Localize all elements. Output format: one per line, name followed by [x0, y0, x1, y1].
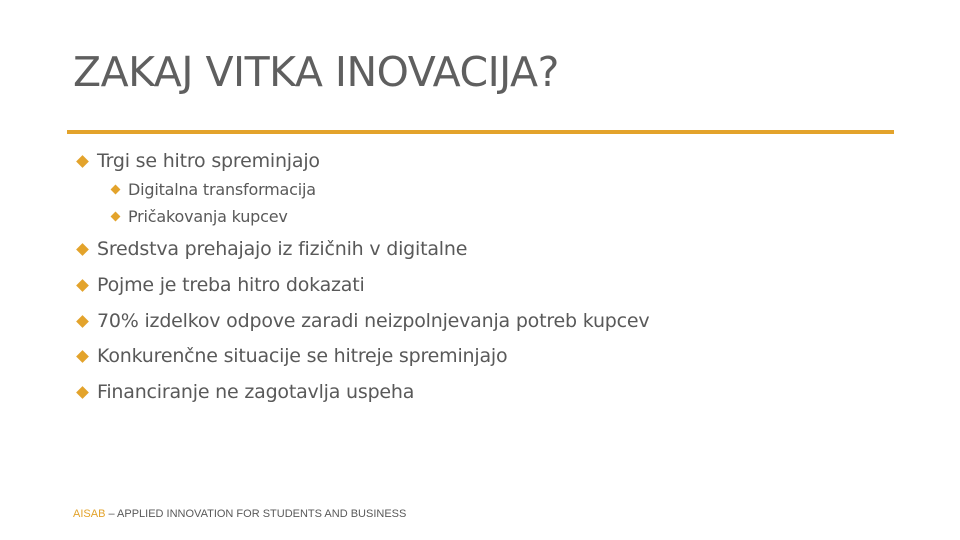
footer-text: APPLIED INNOVATION FOR STUDENTS AND BUSINESS: [117, 508, 407, 520]
bullet-item: [76, 345, 507, 367]
sub-bullet-item: [110, 180, 316, 199]
bullet-text: Pričakovanja kupcev: [128, 207, 288, 226]
bullet-text: Digitalna transformacija: [128, 180, 316, 199]
bullet-text: Sredstva prehajajo iz fizičnih v digitalne: [97, 238, 468, 260]
bullet-text: 70% izdelkov odpove zaradi neizpolnjevanja potreb kupcev: [97, 310, 650, 332]
bullet-item: [76, 381, 414, 403]
bullet-item: [76, 310, 649, 332]
diamond-bullet-icon: [76, 155, 89, 168]
bullet-item: [76, 238, 467, 260]
bullet-text: Konkurenčne situacije se hitreje spreminjajo: [97, 345, 508, 367]
diamond-bullet-icon: [76, 386, 89, 399]
footer-brand: AISAB: [73, 508, 106, 520]
bullet-item: [76, 150, 320, 172]
slide-title: ZAKAJ VITKA INOVACIJA?: [73, 48, 559, 96]
diamond-bullet-icon: [111, 212, 121, 222]
diamond-bullet-icon: [76, 243, 89, 256]
bullet-item: [76, 274, 365, 296]
title-divider: [67, 130, 894, 134]
bullet-text: Pojme je treba hitro dokazati: [97, 274, 365, 296]
bullet-text: Trgi se hitro spreminjajo: [97, 150, 320, 172]
sub-bullet-item: [110, 207, 288, 226]
diamond-bullet-icon: [76, 279, 89, 292]
diamond-bullet-icon: [76, 315, 89, 328]
diamond-bullet-icon: [111, 185, 121, 195]
footer-separator: –: [105, 508, 118, 520]
bullet-text: Financiranje ne zagotavlja uspeha: [97, 381, 415, 403]
slide-footer: [73, 508, 406, 520]
diamond-bullet-icon: [76, 350, 89, 363]
